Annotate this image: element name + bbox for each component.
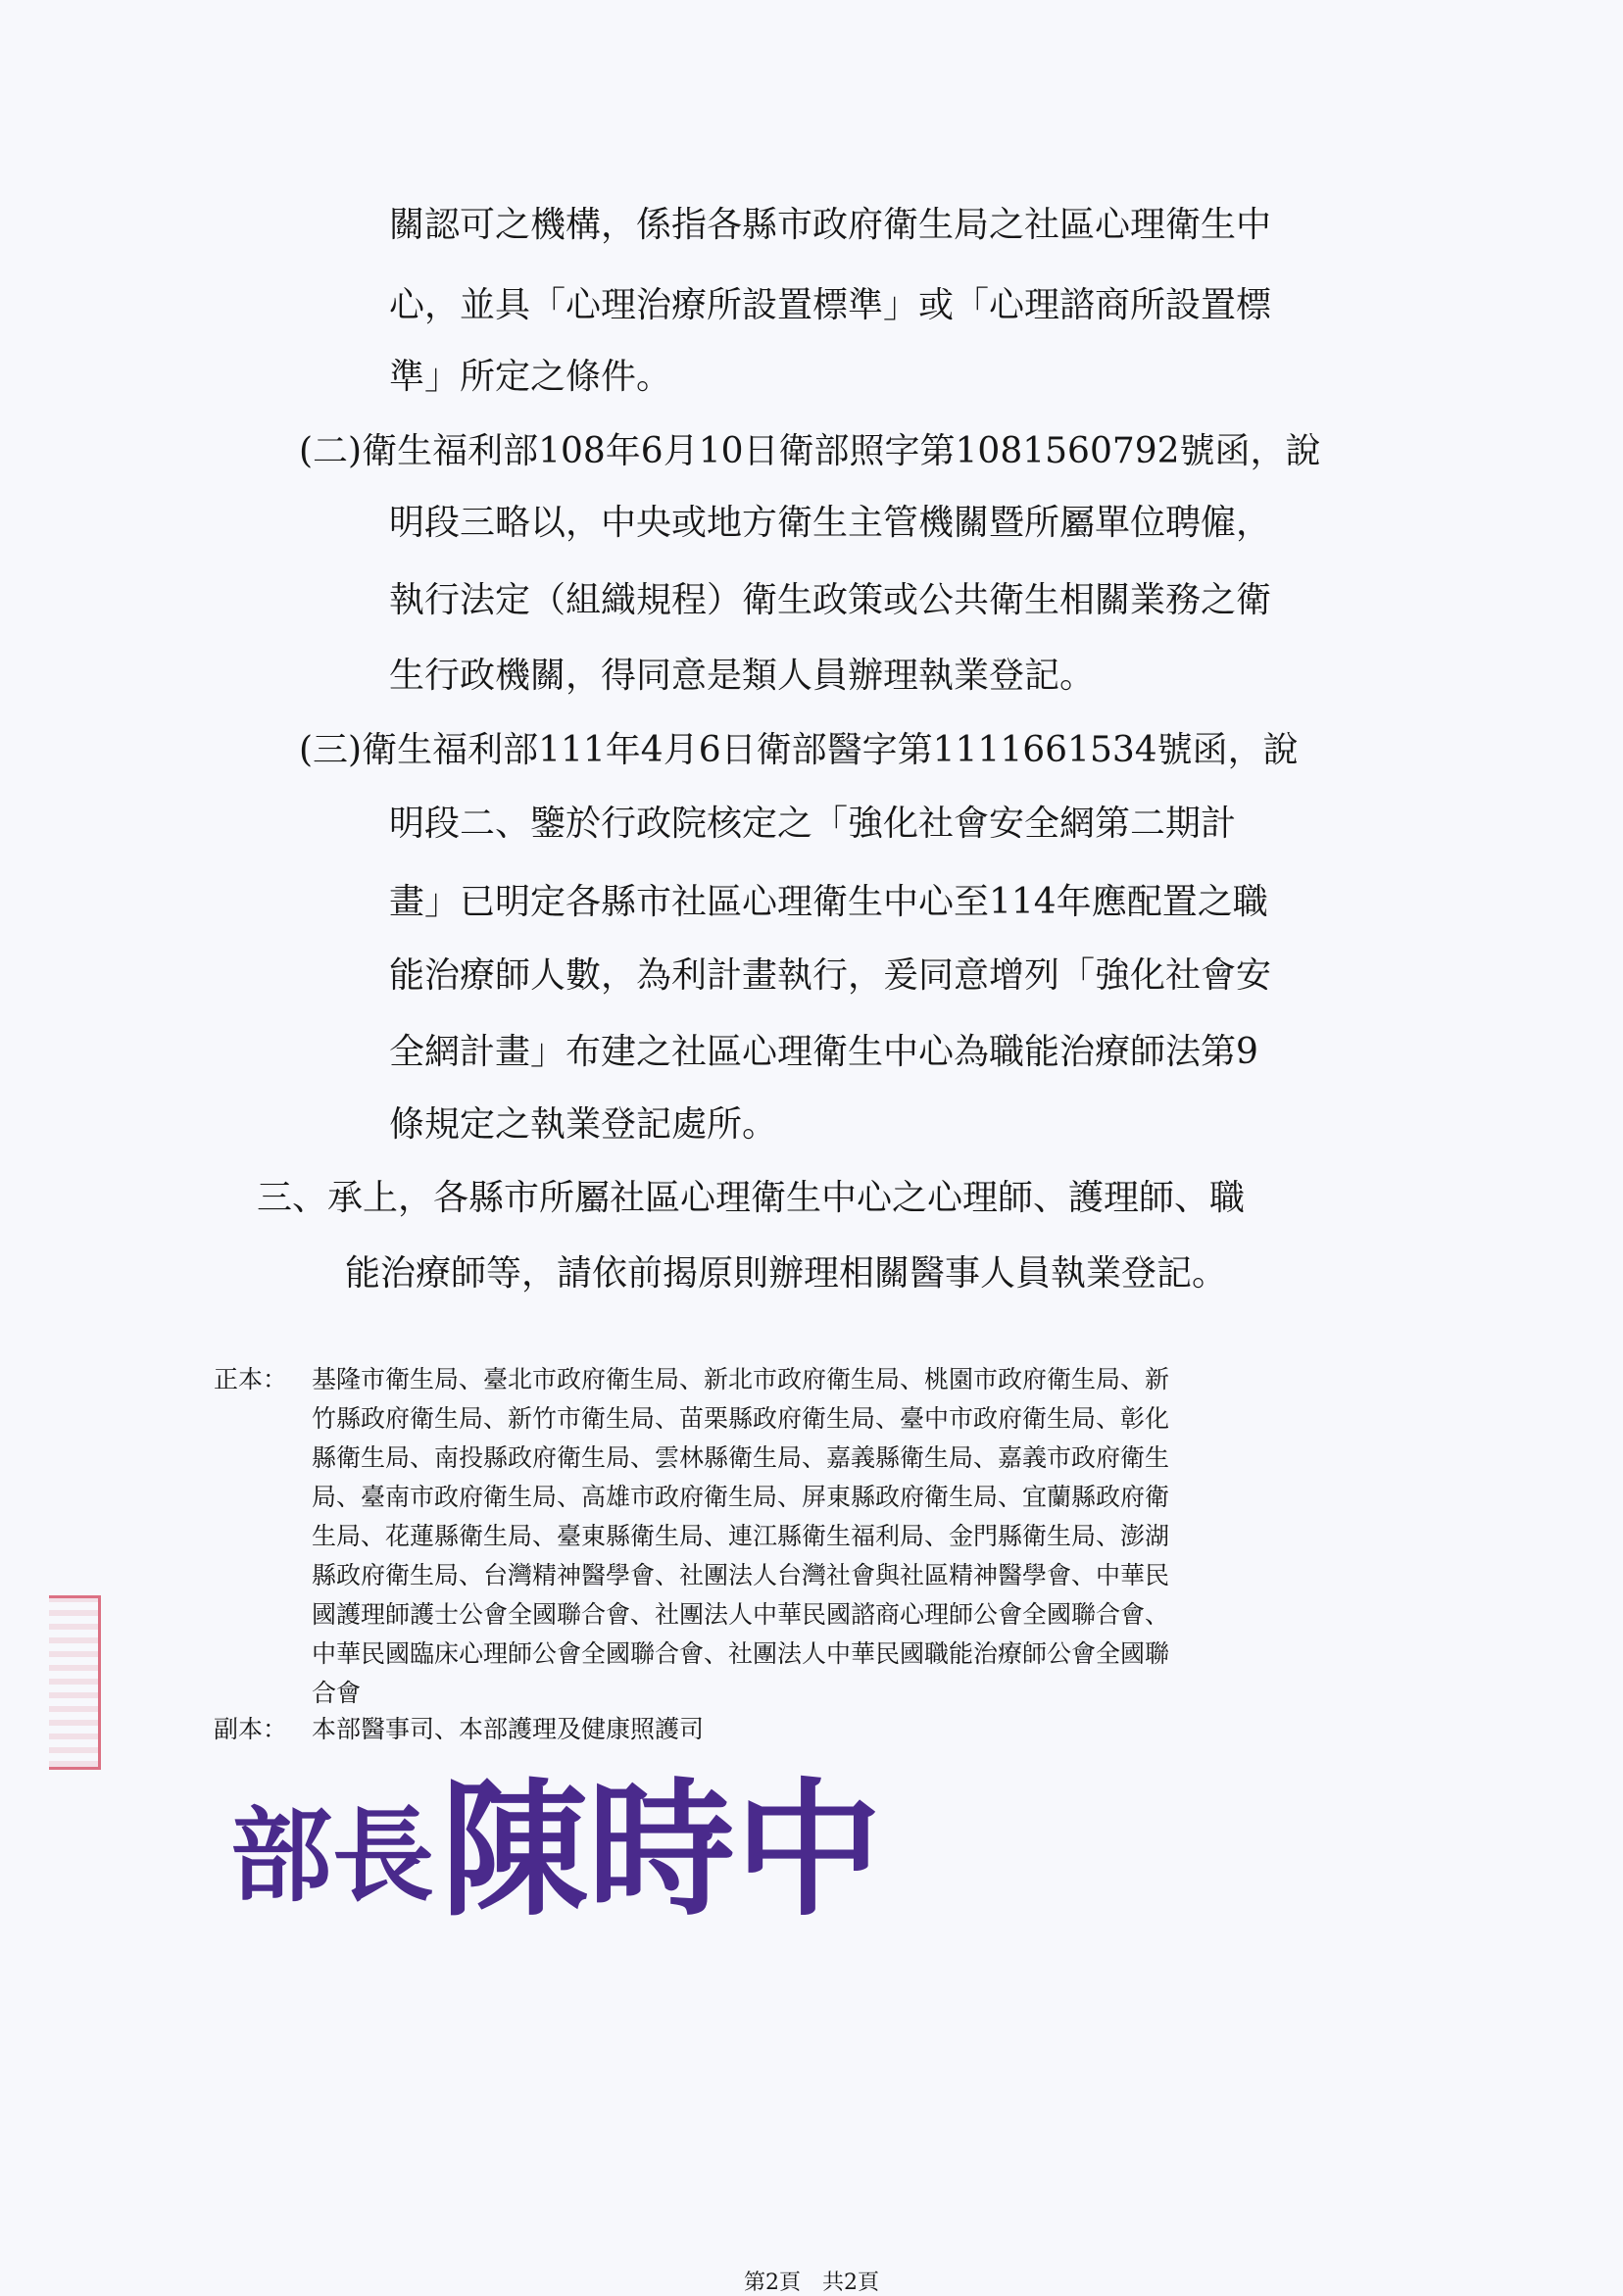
signature-name: 陳時中 bbox=[441, 1764, 883, 1930]
body-line: (三)衛生福利部111年4月6日衛部醫字第1111661534號函，說 bbox=[299, 730, 1299, 770]
distribution-copy-text: 本部醫事司、本部護理及健康照護司 bbox=[312, 1715, 705, 1743]
body-line: 全網計畫」布建之社區心理衛生中心為職能治療師法第9 bbox=[389, 1032, 1258, 1072]
distribution-line: 局、臺南市政府衛生局、高雄市政府衛生局、屏東縣政府衛生局、宜蘭縣政府衛 bbox=[312, 1483, 1170, 1511]
seal-stamp-fragment bbox=[49, 1595, 101, 1770]
signature-title: 部長 bbox=[230, 1795, 435, 1916]
body-line: 執行法定（組織規程）衛生政策或公共衛生相關業務之衛 bbox=[389, 580, 1272, 620]
body-line: 明段二、鑒於行政院核定之「強化社會安全網第二期計 bbox=[389, 804, 1237, 844]
body-line: 能治療師等，請依前揭原則辦理相關醫事人員執業登記。 bbox=[345, 1253, 1228, 1294]
minister-signature bbox=[230, 1754, 956, 1934]
page-number: 第2頁 共2頁 bbox=[744, 2271, 879, 2295]
body-line: 關認可之機構，係指各縣市政府衛生局之社區心理衛生中 bbox=[389, 205, 1272, 245]
body-line: 能治療師人數，為利計畫執行，爰同意增列「強化社會安 bbox=[389, 955, 1272, 996]
body-line: 準」所定之條件。 bbox=[389, 357, 672, 397]
body-line: (二)衛生福利部108年6月10日衛部照字第1081560792號函，說 bbox=[299, 431, 1321, 471]
distribution-main-label: 正本： bbox=[214, 1365, 288, 1393]
distribution-line: 中華民國臨床心理師公會全國聯合會、社團法人中華民國職能治療師公會全國聯 bbox=[312, 1639, 1170, 1668]
distribution-line: 竹縣政府衛生局、新竹市衛生局、苗栗縣政府衛生局、臺中市政府衛生局、彰化 bbox=[312, 1404, 1170, 1433]
distribution-line: 國護理師護士公會全國聯合會、社團法人中華民國諮商心理師公會全國聯合會、 bbox=[312, 1600, 1170, 1629]
body-line: 心，並具「心理治療所設置標準」或「心理諮商所設置標 bbox=[389, 285, 1272, 325]
body-line: 畫」已明定各縣市社區心理衛生中心至114年應配置之職 bbox=[389, 882, 1268, 922]
distribution-line: 基隆市衛生局、臺北市政府衛生局、新北市政府衛生局、桃園市政府衛生局、新 bbox=[312, 1365, 1170, 1393]
body-line: 三、承上，各縣市所屬社區心理衛生中心之心理師、護理師、職 bbox=[257, 1178, 1246, 1218]
body-line: 條規定之執業登記處所。 bbox=[389, 1104, 778, 1145]
distribution-line: 生局、花蓮縣衛生局、臺東縣衛生局、連江縣衛生福利局、金門縣衛生局、澎湖 bbox=[312, 1522, 1170, 1550]
distribution-line: 合會 bbox=[312, 1679, 362, 1707]
distribution-line: 縣政府衛生局、台灣精神醫學會、社團法人台灣社會與社區精神醫學會、中華民 bbox=[312, 1561, 1170, 1589]
body-line: 明段三略以，中央或地方衛生主管機關暨所屬單位聘僱， bbox=[389, 503, 1272, 543]
distribution-copy-label: 副本： bbox=[214, 1715, 288, 1743]
body-line: 生行政機關，得同意是類人員辦理執業登記。 bbox=[389, 656, 1096, 696]
distribution-line: 縣衛生局、南投縣政府衛生局、雲林縣衛生局、嘉義縣衛生局、嘉義市政府衛生 bbox=[312, 1443, 1170, 1472]
signature-graphic bbox=[230, 1754, 956, 1930]
